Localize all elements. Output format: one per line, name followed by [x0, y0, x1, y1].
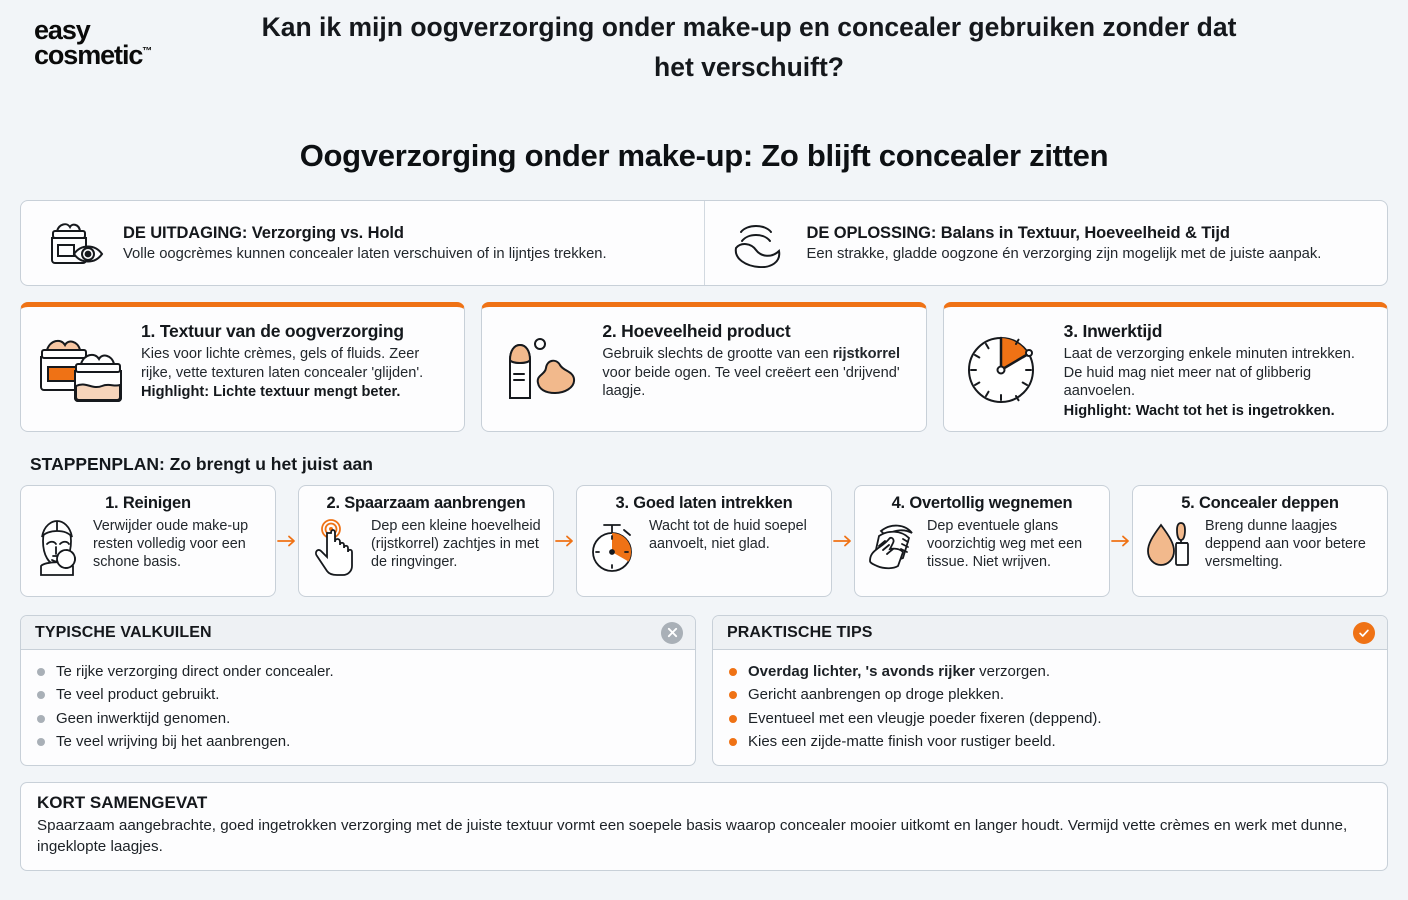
page-title: Oogverzorging onder make-up: Zo blijft concealer zitten [299, 138, 1109, 173]
step-card-5 [1132, 485, 1388, 597]
factor-card-time [943, 302, 1388, 432]
list-item-text: Eventueel met een vleugje poeder fixeren (deppend). [748, 709, 1102, 727]
bullet-dot [729, 668, 737, 676]
list-item [37, 730, 681, 753]
bullet-dot [37, 668, 45, 676]
challenge-body: Volle oogcrèmes kunnen concealer laten verschuiven of in lijntjes trekken. [123, 246, 607, 262]
list-item [729, 660, 1373, 683]
step-body: Dep een kleine hoevelheid (rijstkorrel) zachtjes in met de ringvinger. [371, 518, 541, 571]
tissue-blot-icon [865, 517, 919, 573]
step-body: Breng dunne laagjes deppend aan voor betere versmelting. [1205, 518, 1366, 571]
tips-title: PRAKTISCHE TIPS [727, 623, 873, 641]
arrow-right-icon [1110, 485, 1132, 597]
panels-row [20, 615, 1388, 766]
pitfalls-panel [20, 615, 696, 766]
list-item [729, 730, 1373, 753]
factor-cards [20, 302, 1388, 432]
tapping-finger-icon [309, 517, 363, 577]
challenge-solution-banner [20, 200, 1388, 286]
solution-text [807, 224, 1322, 262]
factor-card-texture [20, 302, 465, 432]
solution-body: Een strakke, gladde oogzone én verzorging zijn mogelijk met de juiste aanpak. [806, 246, 1322, 262]
trademark-symbol: ™ [142, 45, 153, 57]
challenge-block [21, 201, 704, 285]
cream-jars-icon [33, 319, 129, 421]
tips-panel [712, 615, 1388, 766]
bullet-dot [37, 715, 45, 723]
step-heading: 3. Goed laten intrekken [615, 494, 793, 512]
brand-logo [20, 8, 260, 68]
list-item-text: Geen inwerktijd genomen. [56, 709, 231, 727]
tips-list [713, 650, 1387, 765]
bullet-dot [729, 738, 737, 746]
step-heading: 5. Concealer deppen [1181, 494, 1339, 512]
factor-body: Laat de verzorging enkele minuten intrekken. De huid mag niet meer nat of glibberig aanvoelen. [1063, 346, 1355, 400]
arrow-right-icon [832, 485, 854, 597]
step-body: Verwijder oude make-up resten volledig voor een schone basis. [93, 518, 249, 571]
factor-heading: 1. Textuur van de oogverzorging [141, 321, 404, 341]
list-item-text: Te veel product gebruikt. [56, 686, 220, 704]
stopwatch-icon [587, 517, 641, 575]
factor-heading: 2. Hoeveelheid product [602, 321, 791, 341]
summary-box [20, 782, 1388, 871]
header [20, 0, 1388, 110]
bullet-dot [729, 691, 737, 699]
factor-amount-text [602, 319, 911, 421]
steps-section-label: STAPPENPLAN: Zo brengt u het juist aan [30, 454, 373, 474]
list-item [37, 707, 681, 730]
challenge-heading: DE UITDAGING: Verzorging vs. Hold [123, 224, 404, 242]
factor-texture-text [141, 319, 450, 421]
step-heading: 2. Spaarzaam aanbrengen [326, 494, 526, 512]
eye-patch-icon [727, 216, 791, 270]
clock-icon [956, 319, 1052, 421]
step-card-2 [298, 485, 554, 597]
solution-heading: DE OPLOSSING: Balans in Textuur, Hoeveelheid & Tijd [806, 224, 1230, 242]
summary-title: KORT SAMENGEVAT [37, 793, 208, 812]
tips-header [713, 616, 1387, 650]
list-item-text: Gericht aanbrengen op droge plekken. [748, 686, 1005, 704]
factor-card-amount [481, 302, 926, 432]
challenge-text [123, 224, 607, 262]
list-item-text: Overdag lichter, 's avonds rijker verzorgen. [748, 663, 1051, 680]
bullet-dot [37, 691, 45, 699]
check-circle-icon [1353, 622, 1375, 644]
step-heading: 1. Reinigen [105, 494, 191, 512]
pitfalls-header [21, 616, 695, 650]
list-item [729, 707, 1373, 730]
sponge-concealer-icon [1143, 517, 1197, 575]
face-cotton-pad-icon [31, 517, 85, 577]
list-item-text: Te rijke verzorging direct onder concealer. [56, 663, 334, 680]
brand-line-1: easy [34, 15, 90, 45]
step-card-1 [20, 485, 276, 597]
brand-line-2: cosmetic™ [34, 39, 153, 70]
bullet-dot [37, 738, 45, 746]
bullet-dot [729, 715, 737, 723]
factor-highlight: Highlight: Wacht tot het is ingetrokken. [1063, 403, 1335, 420]
factor-body: Gebruik slechts de grootte van een rijstkorrel voor beide ogen. Te veel creëert een 'drijvend' laagje. [602, 346, 901, 400]
list-item [729, 683, 1373, 706]
list-item-text: Te veel wrijving bij het aanbrengen. [56, 732, 291, 750]
step-heading: 4. Overtollig wegnemen [891, 494, 1073, 512]
steps-row [20, 485, 1388, 597]
solution-block [704, 201, 1388, 285]
step-card-4 [854, 485, 1110, 597]
summary-body: Spaarzaam aangebrachte, goed ingetrokken verzorging met de juiste textuur vormt een soepele basis waarop concealer mooier uitkomt en langer houdt. Vermijd vette crèmes en werk met dunne, ingeklopte laagjes. [37, 817, 1348, 855]
arrow-right-icon [554, 485, 576, 597]
pitfalls-title: TYPISCHE VALKUILEN [35, 623, 212, 641]
list-item [37, 683, 681, 706]
fingertip-dollop-icon [494, 319, 590, 421]
list-item-text: Kies een zijde-matte finish voor rustiger beeld. [748, 732, 1056, 750]
cream-jar-eye-icon [43, 216, 107, 270]
list-item [37, 660, 681, 683]
step-card-3 [576, 485, 832, 597]
arrow-right-icon [276, 485, 298, 597]
factor-time-text [1064, 319, 1373, 421]
header-question: Kan ik mijn oogverzorging onder make-up en concealer gebruiken zonder dat het verschuift? [261, 12, 1237, 82]
factor-heading: 3. Inwerktijd [1063, 321, 1163, 341]
factor-highlight: Highlight: Lichte textuur mengt beter. [141, 384, 401, 401]
step-body: Wacht tot de huid soepel aanvoelt, niet glad. [649, 518, 807, 553]
step-body: Dep eventuele glans voorzichtig weg met een tissue. Niet wrijven. [927, 518, 1083, 571]
close-circle-icon [661, 622, 683, 644]
factor-body: Kies voor lichte crèmes, gels of fluids. Zeer rijke, vette texturen laten concealer 'glijden'. [141, 346, 424, 381]
pitfalls-list [21, 650, 695, 765]
